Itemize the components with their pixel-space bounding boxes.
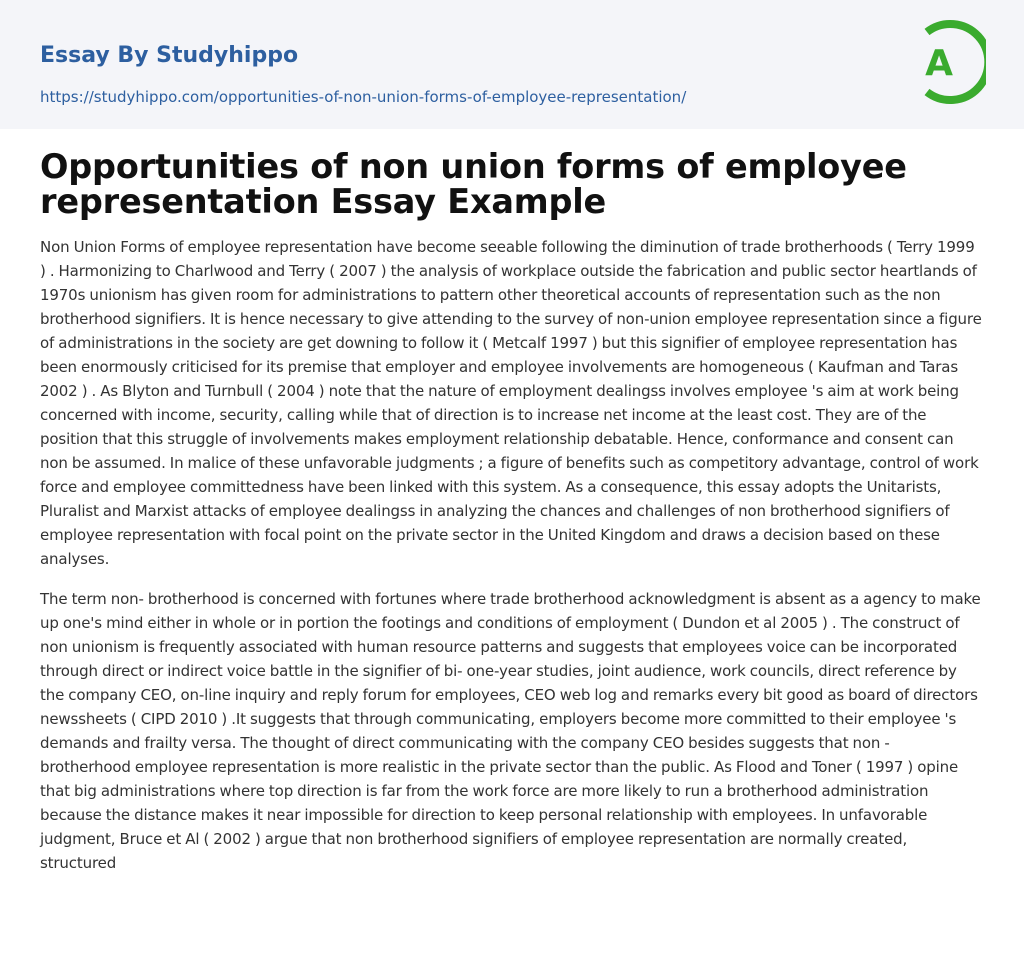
article-paragraph-2: The term non- brotherhood is concerned with fortunes where trade brotherhood acknowledgment is absent as a agency to make up one's mind either in whole or in portion the footings and conditions of employment ( Dundon et al 2005 ) . The construct of non unionism is frequently associated with human resource patterns and suggests that employees voice can be incorporated through direct or indirect voice battle in the signifier of bi- one-year studies, joint audience, work councils, direct reference by the company CEO, on-line inquiry and reply forum for employees, CEO web log and remarks every bit good as board of directors newssheets ( CIPD 2010 ) .It suggests that through communicating, employers become more committed to their employee 's demands and frailty versa. The thought of direct communicating with the company CEO besides suggests that non - brotherhood employee representation is more realistic in the private sector than the public. As Flood and Toner ( 1997 ) opine that big administrations where top direction is far from the work force are more likely to run a brotherhood administration because the distance makes it near impossible for direction to keep personal relationship with employees. In unfavorable judgment, Bruce et Al ( 2002 ) argue that non brotherhood signifiers of employee representation are normally created, structured [40,590,981,872]
article-content [0,129,1024,875]
logo-letter: A [925,43,953,84]
site-header [0,0,1024,129]
article-paragraph-1: Non Union Forms of employee representation have become seeable following the diminution of trade brotherhoods ( Terry 1999 ) . Harmonizing to Charlwood and Terry ( 2007 ) the analysis of workplace outside the fabrication and public sector heartlands of 1970s unionism has given room for administrations to pattern other theoretical accounts of representation such as the non brotherhood signifiers. It is hence necessary to give attending to the survey of non-union employee representation since a figure of administrations in the society are get downing to follow it ( Metcalf 1997 ) but this signifier of employee representation has been enormously criticised for its premise that employer and employee involvements are homogeneous ( Kaufman and Taras 2002 ) . As Blyton and Turnbull ( 2004 ) note that the nature of employment dealingss involves employee 's aim at work being concerned with income, security, calling while that of direction is to increase net income at the least cost. They are of the position that this struggle of involvements makes employment relationship debatable. Hence, conformance and consent can non be assumed. In malice of these unfavorable judgments ; a figure of benefits such as competitory advantage, control of work force and employee committedness have been linked with this system. As a consequence, this essay adopts the Unitarists, Pluralist and Marxist attacks of employee dealingss in analyzing the chances and challenges of non brotherhood signifiers of employee representation with focal point on the private sector in the United Kingdom and draws a decision based on these analyses. [40,238,982,568]
site-brand[interactable]: Essay By Studyhippo [40,43,299,68]
article-url-link[interactable]: https://studyhippo.com/opportunities-of-non-union-forms-of-employee-representation/ [40,88,687,106]
circle-letter-a-icon[interactable] [912,19,986,105]
article-title: Opportunities of non union forms of employee representation Essay Example [40,147,907,221]
